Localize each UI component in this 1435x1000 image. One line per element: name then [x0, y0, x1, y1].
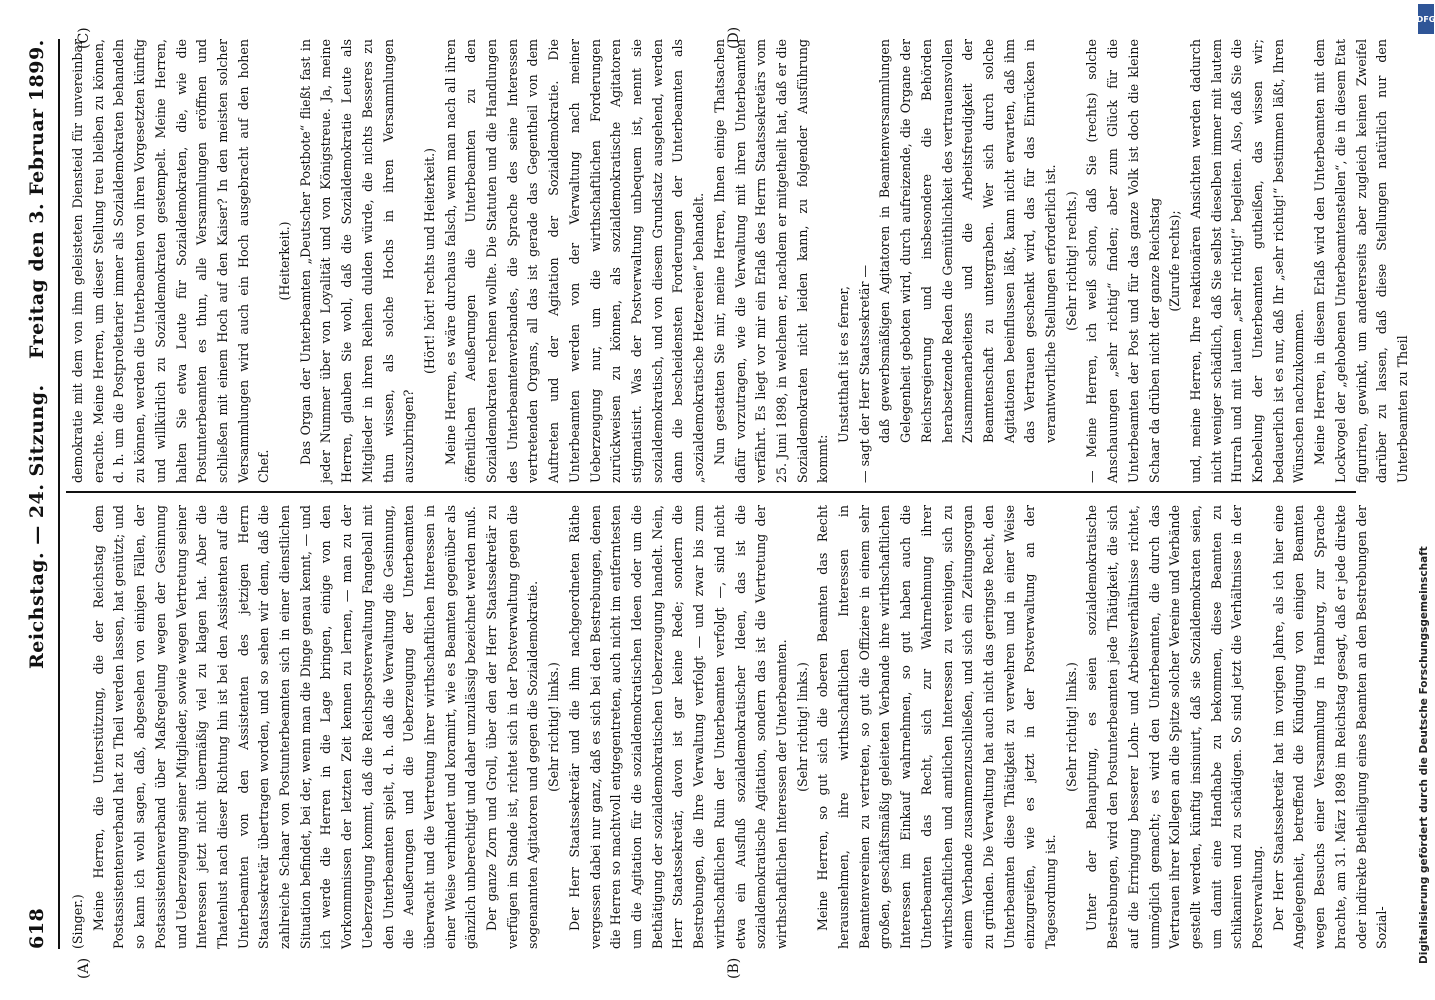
session-date: Freitag den 3. Februar 1899.	[26, 39, 48, 359]
margin-mark-b: (B)	[726, 957, 742, 979]
paragraph: Das Organ der Unterbeamten „Deutscher Postbote“ fließt fast in jeder Nummer über von Loyalität und von Königstreue. Ja, meine Herren, glauben Sie wohl, daß die Sozialdemokratie Leute als Mitglieder in ihren Reihen dulden würde, die nichts Besseres zu thun wissen, als solche Hochs in ihren Versammlungen auszubringen?	[297, 39, 417, 483]
digitization-note	[1418, 4, 1432, 964]
paragraph: (Sehr richtig! links.)	[546, 662, 562, 792]
paragraph: Nun gestatten Sie mir, meine Herren, Ihnen einige Thatsachen dafür vorzutragen, wie die Verwaltung mit ihren Unterbeamten verfährt. Es liegt vor mir ein Erlaß des Herrn Staatssekretärs vom 25. Juni 1898, in welchem er, nachdem er mitgetheilt hat, daß er die Sozialdemokraten nicht leiden kann, zu folgender Ausführung kommt:	[711, 39, 831, 483]
paragraph: Der Herr Staatssekretär und die ihm nachgeordneten Räthe vergessen dabei nur ganz, daß es sich bei den Bestrebungen, denen die Herren so machtvoll entgegentreten, auch nicht im entferntesten um die Agitation für die sozialdemokratischen Ideen oder um die Bethätigung der sozialdemokratischen Ueberzeugung handelt. Nein, Herr Staatssekretär, davon ist gar keine Rede; sondern die Bestrebungen, die Ihre Verwaltung verfolgt — und zwar bis zum wirthschaftlichen Ruin der Unterbeamten verfolgt —, sind nicht etwa ein Ausfluß sozialdemokratischer Ideen, das ist die sozialdemokratische Agitation, sondern das ist die Vertretung der wirthschaftlichen Interessen der Unterbeamten.	[566, 505, 789, 949]
paragraph: demokratie mit dem von ihm geleisteten Diensteid für unvereinbar erachte. Meine Herren, um dieser Stellung treu bleiben zu können, d. h. um die Postproletarier immer als Sozialdemokraten behandeln zu können, werden die Unterbeamten von ihren Vorgesetzten künftig und willkürlich zu Sozialdemokraten gestempelt. Meine Herren, halten Sie etwa Leute für Sozialdemokraten, die, wie die Postunterbeamten es thun, alle Versammlungen eröffnen und schließen mit einem Hoch auf den Kaiser? In den meisten solcher Versammlungen wird auch ein Hoch ausgebracht auf den hohen Chef.	[70, 39, 272, 483]
page-header	[18, 39, 60, 949]
right-column	[68, 39, 1410, 483]
margin-mark-c: (C)	[76, 27, 92, 49]
paragraph: (Sehr richtig! links.)	[1063, 662, 1079, 792]
column-divider	[66, 491, 1356, 493]
paragraph: Der ganze Zorn und Groll, über den der Herr Staatssekretär zu verfügen im Stande ist, richtet sich in der Postverwaltung gegen die sogenannten Agitatoren und gegen die Sozialdemokratie.	[484, 505, 541, 949]
margin-mark-a: (A)	[76, 957, 92, 979]
rotated-page	[18, 21, 1410, 979]
paragraph: (Singer.)	[70, 894, 85, 949]
paragraph: (Hört! hört! rechts und Heiterkeit.)	[421, 148, 437, 374]
paragraph: daß gewerbsmäßigen Agitatoren in Beamtenversammlungen Gelegenheit geboten wird, durch aufreizende, die Organe der Reichsregierung und insbesondere die Behörden herabsetzende Reden die Gemüthlichkeit des vertrauensvollen Zusammenarbeitens und die Arbeitsfreudigkeit der Beamtenschaft zu untergraben. Wer sich durch solche Agitationen beeinflussen läßt, kann nicht erwarten, daß ihm das Vertrauen geschenkt wird, das für das Einrücken in verantwortliche Stellungen erforderlich ist.	[877, 39, 1059, 443]
paragraph: Meine Herren, die Unterstützung, die der Reichstag dem Postassistentenverband hat zu Theil werden lassen, hat genützt; und so kann ich wohl sagen, daß, abgesehen von einigen Fällen, der Postassistentenverband über Maßregelung wegen der Gesinnung und Ueberzeugung seiner Mitglieder, sowie wegen Vertretung seiner Interessen jetzt nicht übermäßig viel zu klagen hat. Aber die Thatenlust nach dieser Richtung hin ist bei den Assistenten auf die Unterbeamten von den Assistenten des jetzigen Herrn Staatssekretär übertragen worden, und so sehen wir denn, daß die zahlreiche Schaar von Postunterbeamten sich in einer dienstlichen Situation befindet, bei der, wenn man die Dinge genau kennt, — und ich werde die Herren in die Lage bringen, einige von den Vorkommnissen der letzten Zeit kennen zu lernen, — man zu der Ueberzeugung kommt, daß die Reichspostverwaltung Fangeball mit den Unterbeamten spielt, d. h. daß die Verwaltung die Gesinnung, die Aeußerungen und die Ueberzeugung der Unterbeamten überwacht und die Vertretung ihrer wirthschaftlichen Interessen in einer Weise verhindert und koramirt, wie es Beamten gegenüber als gänzlich unberechtigt und daher unzulässig bezeichnet werden muß.	[90, 505, 479, 949]
paragraph: (Zurufe rechts);	[1167, 210, 1183, 312]
paragraph: (Sehr richtig! links.)	[794, 662, 810, 792]
paragraph: Meine Herren, es wäre durchaus falsch, wenn man nach all ihren öffentlichen Aeußerungen die Unterbeamten zu den Sozialdemokraten rechnen wollte. Die Statuten und die Handlungen des Unterbeamtenverbandes, die Sprache des seine Interessen vertretenden Organs, all das ist gerade das Gegentheil von dem Auftreten und der Agitation der Sozialdemokratie. Die Unterbeamten werden von der Verwaltung nach meiner Ueberzeugung nur, um die wirthschaftlichen Forderungen zurückweisen zu können, als sozialdemokratische Agitatoren stigmatisirt. Was der Postverwaltung unbequem ist, nennt sie sozialdemokratisch, und von diesem Grundsatz ausgehend, werden dann die bescheidensten Forderungen der Unterbeamten als „sozialdemokratische Hetzereien“ behandelt.	[442, 39, 707, 483]
page-number: 618	[26, 907, 48, 949]
digitization-note-text: Digitalisierung gefördert durch die Deutsche Forschungsgemeinschaft	[1418, 546, 1430, 964]
paragraph: Unstatthaft ist es ferner,	[836, 285, 852, 443]
dfg-logo: DFG	[1418, 4, 1434, 34]
paragraph: — sagt der Herr Staatssekretär —	[856, 264, 872, 483]
paragraph: Unter der Behauptung, es seien sozialdemokratische Bestrebungen, wird den Postunterbeamten jede Thätigkeit, die sich auf die Erringung besserer Lohn- und Arbeitsverhältnisse richtet, unmöglich gemacht; es wird den Unterbeamten, die durch das Vertrauen ihrer Kollegen an die Spitze solcher Vereine und Verbände gestellt werden, künftig insinuirt, daß sie Sozialdemokraten seien, um damit eine Handhabe zu bekommen, diese Beamten zu schikaniren und zu schädigen. So sind jetzt die Verhältnisse in der Postverwaltung.	[1084, 505, 1266, 949]
session-title: Reichstag. — 24. Sitzung.	[26, 384, 48, 669]
paragraph: (Heiterkeit.)	[277, 221, 293, 301]
paragraph: Der Herr Staatssekretär hat im vorigen Jahre, als ich hier eine Angelegenheit, betreffend die Kündigung von einigen Beamten wegen Besuchs einer Versammlung in Hamburg, zur Sprache brachte, am 31. März 1898 im Reichstag gesagt, daß er jede direkte oder indirekte Betheiligung eines Beamten an den Bestrebungen der Sozial-	[1270, 505, 1390, 949]
left-column	[68, 505, 1390, 949]
paragraph: — Meine Herren, ich weiß schon, daß Sie (rechts) solche Anschauungen „sehr richtig“ finden; aber zum Glück für die Unterbeamten der Post und für das ganze Volk ist doch die kleine Schaar da drüben nicht der ganze Reichstag	[1084, 39, 1162, 483]
margin-mark-d: (D)	[726, 26, 742, 49]
paragraph: Meine Herren, so gut sich die oberen Beamten das Recht herausnehmen, ihre wirthschaftlichen Interessen in Beamtenvereinen zu vertreten, so gut die Offiziere in einem sehr großen, geschäftsmäßig geleiteten Verbande ihre wirthschaftlichen Interessen im Einkauf wahrnehmen, so gut haben auch die Unterbeamten das Recht, sich zur Wahrnehmung ihrer wirthschaftlichen und amtlichen Interessen zu vereinigen, sich zu einem Verbande zusammenzuschließen, und sich ein Zeitungsorgan zu gründen. Die Verwaltung hat auch nicht das geringste Recht, den Unterbeamten diese Thätigkeit zu verwehren und in einer Weise einzugreifen, wie es jetzt in der Postverwaltung an der Tagesordnung ist.	[815, 505, 1059, 949]
paragraph: Meine Herren, in diesem Erlaß wird den Unterbeamten mit dem Lockvogel der „gehobenen Unterbeamtenstellen“, die in diesem Etat figuriren, gewinkt, um andererseits aber zugleich keinen Zweifel darüber zu lassen, daß diese Stellungen natürlich nur den Unterbeamten zu Theil	[1312, 39, 1410, 483]
paragraph: und, meine Herren, Ihre reaktionären Ansichten werden dadurch nicht weniger schädlich, daß Sie selbst dieselben immer mit lautem Hurrah und mit lautem „sehr richtig!“ begleiten. Also, daß Sie die Knebelung der Unterbeamten gutheißen, das wissen wir; bedauerlich ist es nur, daß Ihr „sehr richtig!“ bestimmen läßt, Ihren Wünschen nachzukommen.	[1187, 39, 1307, 483]
paragraph: (Sehr richtig! rechts.)	[1063, 191, 1079, 331]
